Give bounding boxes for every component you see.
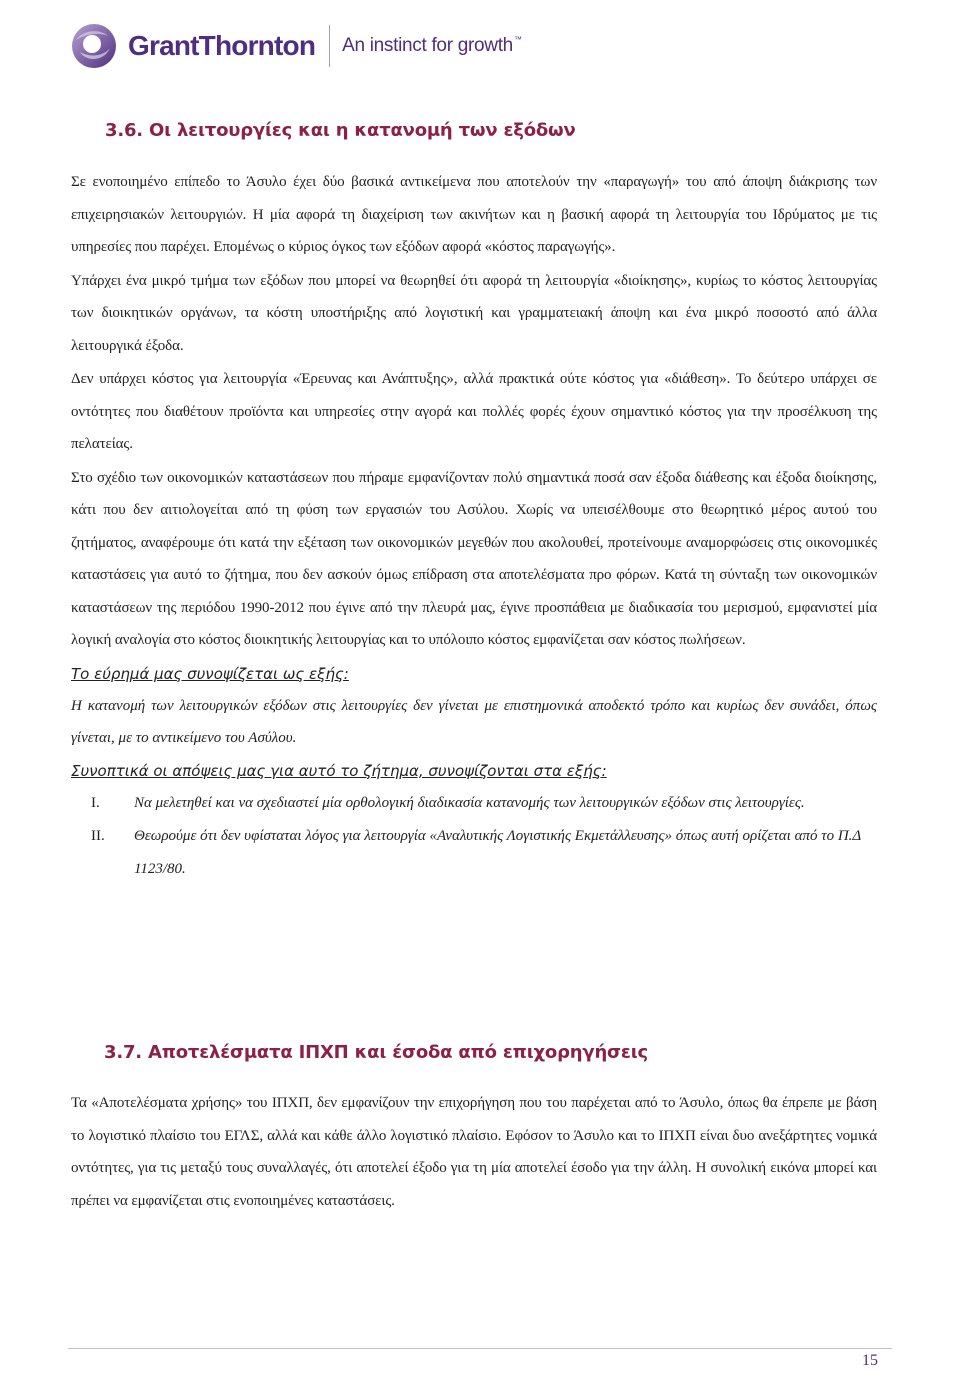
finding-heading: Το εύρημά μας συνοψίζεται ως εξής: [71,664,349,683]
section-title-3-6: 3.6. Οι λειτουργίες και η κατανομή των εξόδων [105,120,576,141]
paragraph: Τα «Αποτελέσματα χρήσης» του ΙΠΧΠ, δεν εμφανίζουν την επιχορήγηση που του παρέχεται από το Άσυλο, όπως θα έπρεπε με βάση το λογιστικό πλαίσιο του ΕΓΛΣ, αλλά και κάθε άλλο λογιστικό πλαίσιο. Εφόσον το Άσυλο και το ΙΠΧΠ είναι δυο ανεξάρτητες νομικά οντότητες, για τις μεταξύ τους συναλλαγές, ότι αποτελεί έξοδο για τη μία αποτελεί έσοδο για την άλλη. Η συνολική εικόνα μπορεί και πρέπει να εμφανίζεται στις ενοποιημένες καταστάσεις. [71,1095,877,1209]
paragraph: Σε ενοποιημένο επίπεδο το Άσυλο έχει δύο βασικά αντικείμενα που αποτελούν την «παραγωγή» του από άποψη διάκρισης των επιχειρησιακών λειτουργιών. Η μία αφορά τη διαχείριση των ακινήτων και η βασική αφορά τη λειτουργία του Ιδρύματος με τις υπηρεσίες που παρέχει. Επομένως ο κύριος όγκος των εξόδων αφορά «κόστος παραγωγής». [71,174,877,255]
brand-name: GrantThornton [128,30,316,61]
finding-text: Η κατανομή των λειτουργικών εξόδων στις λειτουργίες δεν γίνεται με επιστημονικά αποδεκτό τρόπο και κυρίως δεν συνάδει, όπως γίνεται, με το αντικείμενο του Ασύλου. [71,697,877,746]
logo-divider [329,25,330,67]
list-item: I. Να μελετηθεί και να σχεδιαστεί μία ορθολογική διαδικασία κατανομής των λειτουργικών εξόδων στις λειτουργίες. [91,794,805,811]
paragraph: Στο σχέδιο των οικονομικών καταστάσεων που πήραμε εμφανίζονταν πολύ σημαντικά ποσά σαν έξοδα διάθεσης και έξοδα διοίκησης, κάτι που δεν αιτιολογείται από τη φύση των εργασιών του Ασύλου. Χωρίς να υπεισέλθουμε στο θεωρητικό μέρος αυτού του ζητήματος, αναφέρουμε ότι κατά την εξέταση των οικονομικών μεγεθών που ακολουθεί, προτείνουμε αναμορφώσεις στις οικονομικές καταστάσεις για αυτό το ζήτημα, που δεν ασκούν όμως επίδραση στα αποτελέσματα προ φόρων. Κατά τη σύνταξη των οικονομικών καταστάσεων της περιόδου 1990-2012 που έγινε από την πλευρά μας, έγινε προσπάθεια με διαδικασία του μερισμού, εμφανιστεί μία λογική αναλογία στο κόστος διοικητικής λειτουργίας και το υπόλοιπο κόστος εμφανίζεται σαν κόστος πωλήσεων. [71,469,877,648]
footer-divider [68,1348,892,1349]
list-item: II. Θεωρούμε ότι δεν υφίσταται λόγος για λειτουργία «Αναλυτικής Λογιστικής Εκμετάλλευσης» όπως αυτή ορίζεται από το Π.Δ 1123/80. [91,827,861,877]
views-list [71,787,877,886]
section-3-7-body [71,1087,877,1217]
section-title-3-7: 3.7. Αποτελέσματα ΙΠΧΠ και έσοδα από επιχορηγήσεις [104,1042,648,1063]
paragraph: Υπάρχει ένα μικρό τμήμα των εξόδων που μπορεί να θεωρηθεί ότι αφορά τη λειτουργία «διοίκησης», κυρίως το κόστος λειτουργίας των διοικητικών οργάνων, τα κόστη υποστήριξης από λογιστική και γραμματειακή άποψη και ένα μικρό ποσοστό από άλλα λειτουργικά έξοδα. [71,272,877,354]
paragraph: Δεν υπάρχει κόστος για λειτουργία «Έρευνας και Ανάπτυξης», αλλά πρακτικά ούτε κόστος για «διάθεση». Το δεύτερο υπάρχει σε οντότητες που διαθέτουν προϊόντα και υπηρεσίες στην αγορά και πολλές φορές έχουν σημαντικό κόστος για την προσέλκυση της πελατείας. [71,371,877,452]
brand-tagline: An instinct for growth™ [342,35,522,56]
section-3-6-body [71,166,877,886]
views-heading: Συνοπτικά οι απόψεις μας για αυτό το ζήτημα, συνοψίζονται στα εξής: [71,761,607,780]
grant-thornton-logo [70,20,522,72]
page-number: 15 [862,1352,878,1369]
grant-thornton-logo-icon [70,22,118,70]
